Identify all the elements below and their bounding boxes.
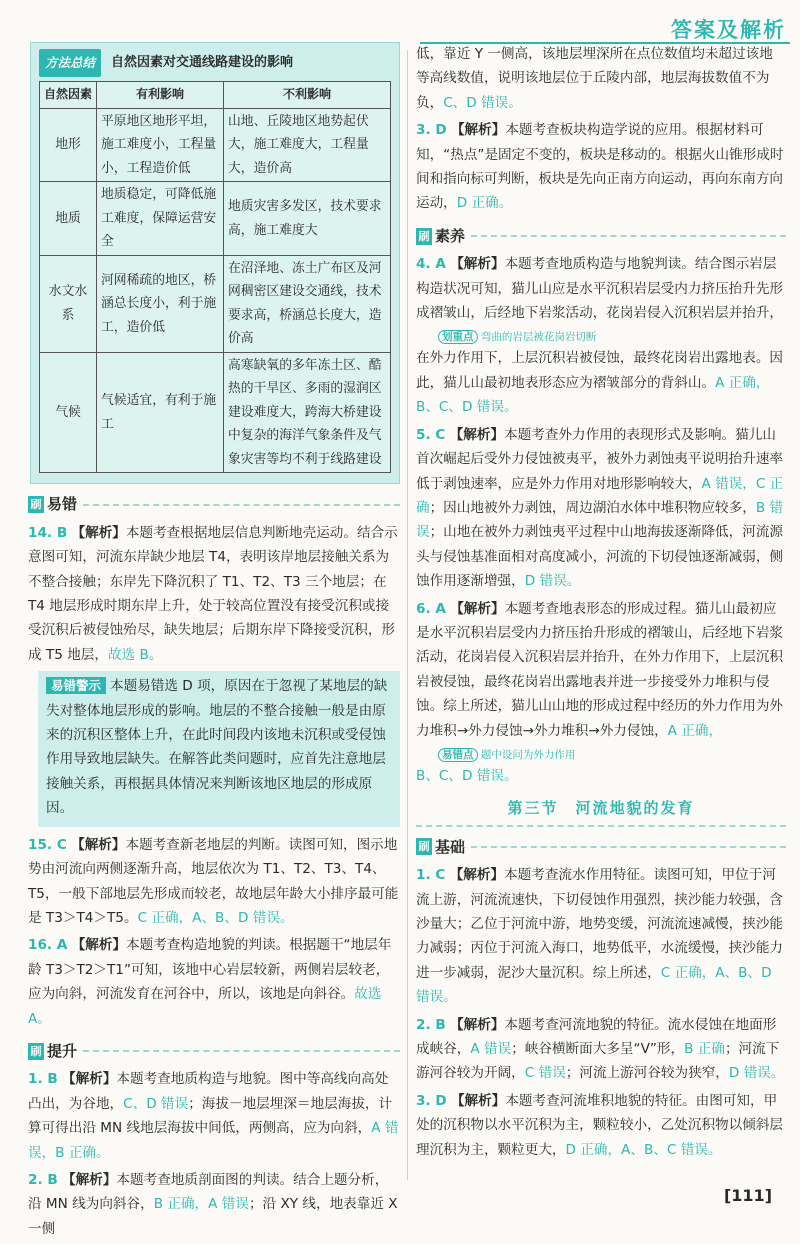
factor-cell: 水文水系 [40,255,97,352]
traffic-factors-table [39,81,391,473]
bad-cell: 高寒缺氧的多年冻土区、酷热的干旱区、多雨的湿润区建设难度大，跨海大桥建设中复杂的海洋气象条件及气象灾害等均不利于线路建设 [224,352,391,473]
answer-t2 [28,1168,400,1241]
method-tag: 方法总结 [39,49,101,77]
answer-text: C、D 错误 [123,1095,189,1112]
analysis-label: 【解析】 [62,1071,117,1088]
page-number: [111] [723,1186,772,1205]
table-row [40,352,391,473]
analysis-label: 【解析】 [71,524,126,541]
left-column [28,42,400,1244]
factor-cell: 气候 [40,352,97,473]
analysis-text: 本题考查河流堆积地貌的特征。由图可知，甲处的沉积物以水平沉积为主，颗粒较小，乙处沉积物以倾斜层理沉积为主，颗粒更大， [416,1092,784,1158]
analysis-label: 【解析】 [71,836,126,853]
brush-icon: 刷 [28,496,44,513]
bad-cell: 在沼泽地、冻土广布区及河网稠密区建设交通线，技术要求高，桥涵总长度大，造价高 [224,255,391,352]
analysis-text: ；峡谷横断面大多呈“V”形， [511,1041,685,1058]
answer-text: A 正确，B、C、D 错误。 [416,374,770,416]
question-number: 15. C [28,836,67,853]
answer-text: B 错误 [416,499,784,541]
table-header-row [40,82,391,109]
analysis-text: 本题考查地质构造与地貌。图中等高线向高处凸出，为谷地， [28,1071,389,1112]
analysis-text: 本题考查新老地层的判断。读图可知，图示地势由河流向两侧逐渐升高，地层依次为 T1、T2、T3、T4、T5，一般下部地层先形成而较老，故地层年龄大小排序最可能是 T3＞T4＞T5。 [28,836,399,926]
table-row [40,182,391,256]
answer-j3 [416,1089,786,1162]
analysis-text: 本题考查构造地貌的判读。根据题干“地层年龄 T3＞T2＞T1”可知，该地中心岩层较新，两侧岩层较老，应为向斜，河流发育在河谷中，所以，该地是向斜谷。 [28,937,392,1003]
analysis-text: 本题考查地表形态的形成过程。猫儿山最初应是水平沉积岩层受内力挤压抬升形成的褶皱山，后经地下岩浆活动，花岗岩侵入沉积岩层并抬升，在外力作用下，上层沉积岩被侵蚀，最终花岗岩出露地表并进一步接受外力堆积与侵蚀。综上所述，猫儿山山地的形成过程中经历的外力作用为外力堆积→外力侵蚀→外力堆积→外力侵蚀， [416,600,784,739]
answer-s4-cont [416,346,786,419]
question-number: 14. B [28,524,68,541]
method-summary-box [30,42,400,484]
note-tag: 易错点 [438,748,478,762]
header-title: 答案及解析 [671,18,786,42]
analysis-text: 本题考查地质构造与地貌判读。结合图示岩层构造状况可知，猫儿山应是水平沉积岩层受内力挤压抬升先形成褶皱山，后经地下岩浆活动，花岗岩侵入沉积岩层并抬升， [416,256,784,322]
key-point-note [416,328,786,346]
answer-text: B、C、D 错误。 [416,767,518,784]
section-label: 提升 [47,1041,78,1060]
analysis-label: 【解析】 [449,426,505,443]
analysis-text: 本题考查根据地层信息判断地壳运动。结合示意图可知，河流东岸缺少地层 T4，表明该岸地层接触关系为不整合接触；东岸先下降沉积了 T1、T2、T3 三个地层；在 T4 地层形成时期东岸上升，处于较高位置没有接受沉积或接受沉积后被侵蚀殆尽，缺失地层；后期东岸下降接受沉积，形成 T5 地层， [28,524,398,663]
question-number: 6. A [416,600,446,617]
right-column [416,42,786,1165]
method-title: 自然因素对交通线路建设的影响 [111,55,294,70]
good-cell: 平原地区地形平坦，施工难度小，工程量小，工程造价低 [97,108,224,182]
section-tisheng [28,1039,400,1063]
page-number-value: 111 [731,1186,765,1205]
answer-text: A 正确， [667,722,723,739]
bad-cell: 地质灾害多发区，技术要求高，施工难度大 [224,182,391,256]
analysis-label: 【解析】 [449,867,505,884]
answer-text: 故选 B。 [107,646,163,663]
brush-icon: 刷 [416,228,432,245]
analysis-text: 本题考查流水作用特征。读图可知，甲位于河流上游，河流流速快，下切侵蚀作用强烈，挟沙能力较强，含沙量大；乙位于河流中游，地势变缓，河流流速减慢，挟沙能力减弱；丙位于河流入海口，地势低平，水流缓慢，挟沙能力进一步减弱，泥沙大量沉积。综上所述， [416,867,784,981]
good-cell: 河网稀疏的地区，桥涵总长度小，利于施工，造价低 [97,255,224,352]
answer-text: A 错误 [470,1041,512,1058]
warning-tag: 易错警示 [46,677,106,694]
answer-text: A 错误，B 正确。 [28,1120,399,1161]
answer-s6-cont [416,764,786,788]
chapter-title: 第三节 河流地貌的发育 [416,796,786,826]
question-number: 3. D [416,122,447,139]
brush-icon: 刷 [28,1043,44,1060]
analysis-text: ；河流下游河谷较为开阔， [416,1041,780,1082]
question-number: 1. B [28,1071,58,1088]
column-divider [407,50,408,1180]
good-cell: 气候适宜，有利于施工 [97,352,224,473]
answer-text: C 正确，A、B、D 错误。 [137,909,294,926]
analysis-text: ；河流上游河谷较为狭窄， [565,1065,729,1082]
question-number: 3. D [416,1092,447,1109]
warning-text: 本题易错选 D 项，原因在于忽视了某地层的缺失对整体地层形成的影响。地层的不整合接触一般是由原来的沉积区整体上升，在此时间段内该地未沉积或受侵蚀作用导致地层缺失。在解答此类问题时，应首先注意地层接触关系，再根据具体情况来判断该地区地层的形成原因。 [46,678,388,817]
section-dash [83,504,400,506]
answer-t2-continued [416,42,786,115]
question-number: 2. B [28,1171,58,1188]
answer-text: D 正确，A、B、C 错误。 [565,1141,722,1158]
note-text: 题中设问为外力作用 [480,748,576,761]
section-jichu [416,835,786,859]
question-number: 1. C [416,867,446,884]
note-text: 弯曲的岩层被花岗岩切断 [480,331,597,344]
analysis-text: ；山地在被外力剥蚀夷平过程中山地海拔逐渐降低，河流源头与侵蚀基准面相对高度减小，河流的下切侵蚀逐渐减弱，侧蚀作用逐渐增强， [416,524,784,590]
analysis-text: ；沿 XY 线，地表靠近 X 一侧 [28,1196,398,1237]
analysis-label: 【解析】 [62,1171,117,1188]
analysis-label: 【解析】 [450,256,505,273]
table-header: 不利影响 [224,82,391,109]
answer-text: C、D 错误。 [443,94,522,111]
section-dash [83,1050,400,1052]
answer-text: D 正确。 [456,195,513,212]
section-suyang [416,224,786,248]
analysis-label: 【解析】 [71,937,127,954]
section-yicuo [28,492,400,516]
answer-t3 [416,118,786,216]
analysis-label: 【解析】 [450,1016,505,1033]
question-number: 2. B [416,1016,446,1033]
analysis-text: 本题考查外力作用的表现形式及影响。猫儿山首次崛起后受外力侵蚀被夷平，被外力剥蚀夷平说明抬升速率低于剥蚀速率，应是外力作用对地形影响较大， [416,426,784,492]
section-dash [471,235,786,237]
section-label: 易错 [47,495,78,514]
answer-j2 [416,1013,786,1086]
analysis-text: ；海拔－地层埋深＝地层海拔，计算可得出沿 MN 线地层海拔中间低，两侧高，应为向斜， [28,1095,393,1137]
answer-text: C 错误 [524,1065,566,1082]
answer-text: D 错误。 [728,1065,785,1082]
table-header: 有利影响 [97,82,224,109]
answer-text: B 正确，A 错误 [153,1196,249,1213]
analysis-label: 【解析】 [450,122,506,139]
question-number: 5. C [416,426,446,443]
table-row [40,255,391,352]
section-label: 基础 [435,837,466,856]
analysis-text: 本题考查河流地貌的特征。流水侵蚀在地面形成峡谷， [416,1016,777,1058]
analysis-text: 在外力作用下，上层沉积岩被侵蚀，最终花岗岩出露地表。因此，猫儿山最初地表形态应为褶皱部分的背斜山。 [416,350,784,391]
question-number: 4. A [416,256,446,273]
answer-text: 故选 A。 [28,986,382,1027]
answer-15 [28,833,400,931]
table-header: 自然因素 [40,82,97,109]
factor-cell: 地形 [40,108,97,182]
good-cell: 地质稳定，可降低施工难度，保障运营安全 [97,182,224,256]
answer-text: B 正确 [684,1041,725,1058]
error-point-note [416,746,786,764]
analysis-text: 本题考查地质剖面图的判读。结合上题分析，沿 MN 线为向斜谷， [28,1171,389,1213]
analysis-text: ；因山地被外力剥蚀，周边湖泊水体中堆积物应较多， [429,499,756,516]
question-number: 16. A [28,937,68,954]
answer-text: A 错误，C 正确 [416,475,784,516]
brush-icon: 刷 [416,838,432,855]
answer-j1 [416,863,786,1009]
section-label: 素养 [435,226,466,245]
factor-cell: 地质 [40,182,97,256]
answer-s4 [416,252,786,325]
error-warning-box [38,671,400,826]
analysis-text: 本题考查板块构造学说的应用。根据材料可知，“热点”是固定不变的，板块是移动的。根据火山锥形成时间和指向标可判断，板块是先向正南方向运动，再向东南方向运动， [416,122,784,212]
note-tag: 划重点 [438,330,478,344]
answer-14 [28,521,400,667]
answer-text: D 错误。 [524,573,581,590]
answer-16 [28,933,400,1031]
analysis-label: 【解析】 [450,600,505,617]
answer-s6 [416,597,786,743]
answer-text: C 正确，A、B、D 错误。 [416,964,772,1006]
section-dash [471,846,786,848]
analysis-label: 【解析】 [450,1092,506,1109]
analysis-text: 低，靠近 Y 一侧高，该地层埋深所在点位数值均未超过该地等高线数值，说明该地层位于丘陵内部，地层海拔数值不为负， [416,46,773,111]
answer-t1 [28,1067,400,1165]
answer-s5 [416,423,786,594]
bad-cell: 山地、丘陵地区地势起伏大，施工难度大，工程量大，造价高 [224,108,391,182]
table-row [40,108,391,182]
